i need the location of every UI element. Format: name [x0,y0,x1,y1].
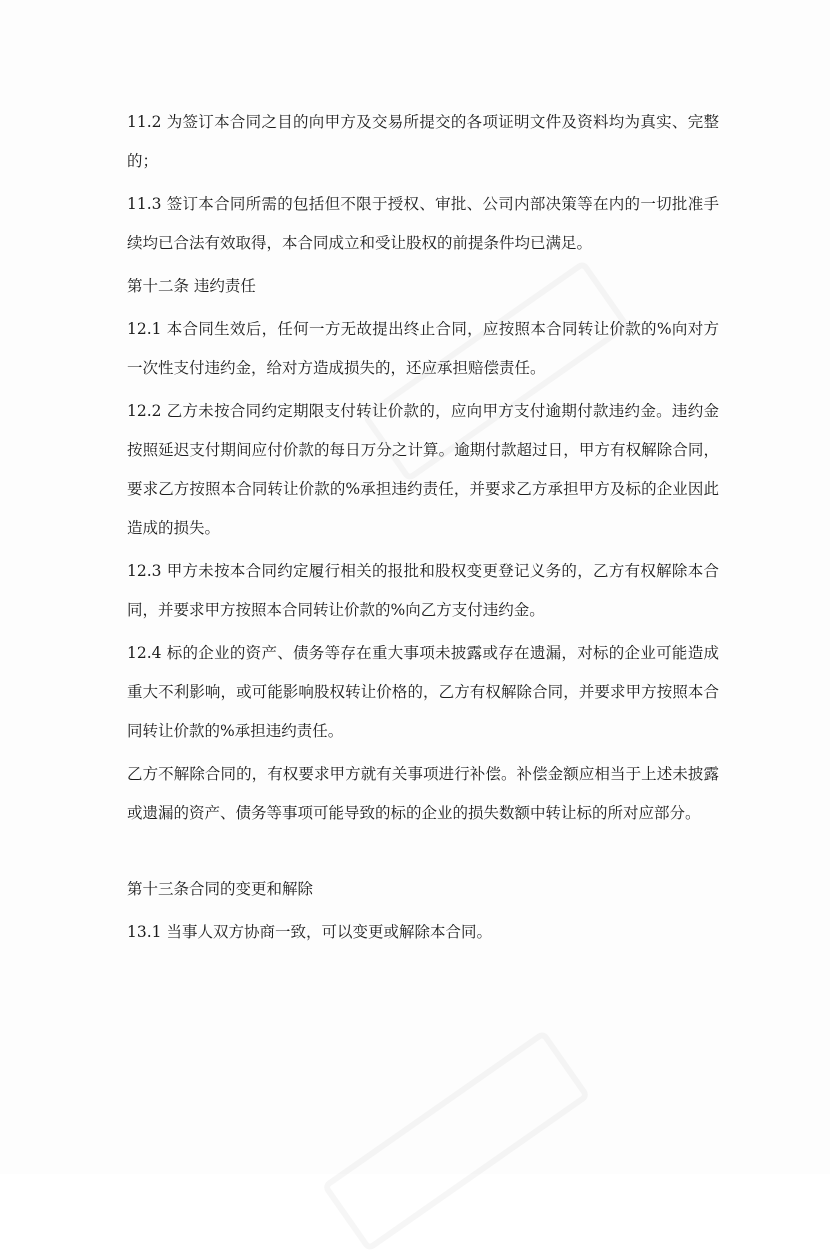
clause-11-3: 11.3 签订本合同所需的包括但不限于授权、审批、公司内部决策等在内的一切批准手续均已合法有效取得，本合同成立和受让股权的前提条件均已满足。 [127,195,719,252]
clause-13-1: 13.1 当事人双方协商一致，可以变更或解除本合同。 [127,923,492,941]
article-13-heading: 第十三条合同的变更和解除 [127,880,314,898]
clause-11-2: 11.2 为签订本合同之目的向甲方及交易所提交的各项证明文件及资料均为真实、完整的； [127,113,719,170]
spacer [127,837,719,870]
clause-12-4: 12.4 标的企业的资产、债务等存在重大事项未披露或存在遗漏，对标的企业可能造成重大不利影响，或可能影响股权转让价格的，乙方有权解除合同，并要求甲方按照本合同转让价款的%承担违约责任。 [127,644,719,740]
clause-12-3: 12.3 甲方未按本合同约定履行相关的报批和股权变更登记义务的，乙方有权解除本合同，并要求甲方按照本合同转让价款的%向乙方支付违约金。 [127,562,719,619]
clause-12-2: 12.2 乙方未按合同约定期限支付转让价款的，应向甲方支付逾期付款违约金。违约金按照延迟支付期间应付价款的每日万分之计算。逾期付款超过日，甲方有权解除合同，要求乙方按照本合同转让价款的%承担违约责任，并要求乙方承担甲方及标的企业因此造成的损失。 [127,402,719,537]
watermark [321,1029,591,1252]
clause-12-1: 12.1 本合同生效后，任何一方无故提出终止合同，应按照本合同转让价款的%向对方一次性支付违约金，给对方造成损失的，还应承担赔偿责任。 [127,320,719,377]
clause-12-4-supplement: 乙方不解除合同的，有权要求甲方就有关事项进行补偿。补偿金额应相当于上述未披露或遗漏的资产、债务等事项可能导致的标的企业的损失数额中转让标的所对应部分。 [127,765,719,822]
document-body [127,103,719,956]
article-12-heading: 第十二条 违约责任 [127,277,256,295]
